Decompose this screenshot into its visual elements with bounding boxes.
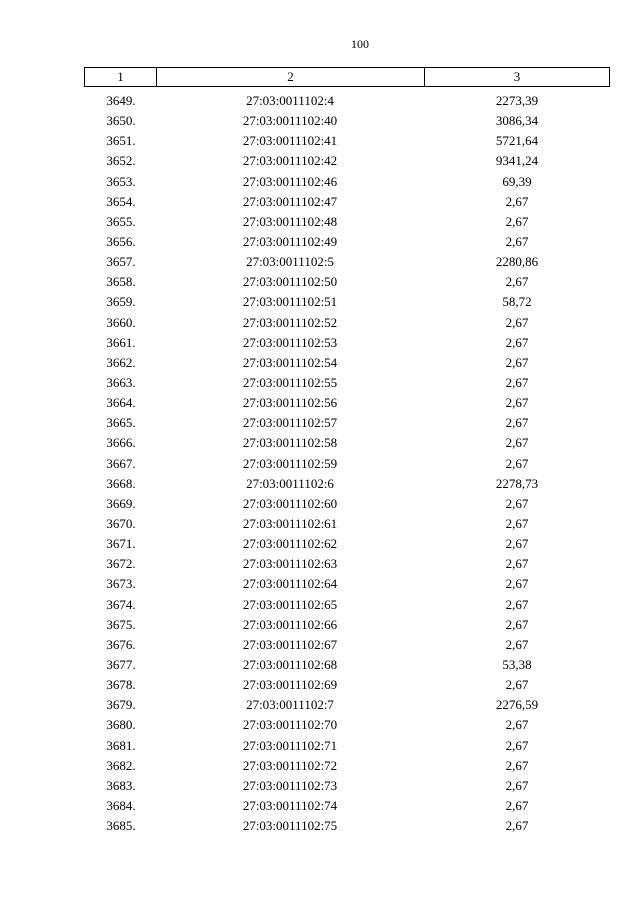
table-row	[84, 474, 610, 494]
row-number: 3658.	[106, 274, 136, 290]
cadastral-number: 27:03:0011102:50	[242, 274, 338, 290]
cadastral-number: 27:03:0011102:61	[242, 516, 338, 532]
table-row	[84, 151, 610, 171]
row-value: 2,67	[505, 677, 529, 693]
row-value: 2273,39	[495, 93, 539, 109]
row-number: 3680.	[106, 717, 136, 733]
table-row	[84, 554, 610, 574]
row-value: 2,67	[505, 334, 529, 350]
cadastral-number: 27:03:0011102:72	[242, 757, 338, 773]
table-row	[84, 715, 610, 735]
table-header	[84, 67, 610, 87]
table-row	[84, 514, 610, 534]
row-number: 3681.	[106, 737, 136, 753]
table-row	[84, 756, 610, 776]
table-row	[84, 655, 610, 675]
row-number: 3668.	[106, 475, 136, 491]
cadastral-number: 27:03:0011102:52	[242, 314, 338, 330]
row-value: 2,67	[505, 435, 529, 451]
row-value: 2,67	[505, 495, 529, 511]
page-number: 100	[351, 37, 369, 51]
row-number: 3673.	[106, 576, 136, 592]
cadastral-number: 27:03:0011102:69	[242, 677, 338, 693]
row-value: 2,67	[505, 636, 529, 652]
table-row	[84, 413, 610, 433]
cadastral-number: 27:03:0011102:75	[242, 818, 338, 834]
table-row	[84, 333, 610, 353]
row-number: 3669.	[106, 495, 136, 511]
row-number: 3660.	[106, 314, 136, 330]
row-number: 3685.	[106, 818, 136, 834]
table-row	[84, 695, 610, 715]
row-value: 2,67	[505, 193, 529, 209]
row-number: 3659.	[106, 294, 136, 310]
cadastral-number: 27:03:0011102:65	[242, 596, 338, 612]
row-value: 2,67	[505, 395, 529, 411]
row-value: 2,67	[505, 234, 529, 250]
cadastral-number: 27:03:0011102:40	[242, 113, 338, 129]
table-row	[84, 675, 610, 695]
row-number: 3684.	[106, 797, 136, 813]
row-number: 3677.	[106, 657, 136, 672]
cadastral-number: 27:03:0011102:70	[242, 717, 338, 733]
row-number: 3654.	[106, 193, 136, 209]
table-row	[84, 494, 610, 514]
cadastral-number: 27:03:0011102:74	[242, 797, 338, 813]
cadastral-number: 27:03:0011102:58	[242, 435, 338, 451]
row-number: 3676.	[106, 636, 136, 652]
table-row	[84, 111, 610, 131]
row-value: 58,72	[502, 294, 532, 310]
cadastral-number: 27:03:0011102:56	[242, 395, 338, 411]
row-value: 2,67	[505, 797, 529, 813]
row-value: 2,67	[505, 717, 529, 733]
row-number: 3661.	[106, 334, 136, 350]
row-value: 2278,73	[495, 475, 539, 491]
row-value: 2,67	[505, 777, 529, 793]
table-row	[84, 736, 610, 756]
row-number: 3682.	[106, 757, 136, 773]
table-row	[84, 313, 610, 333]
row-value: 53,38	[502, 657, 532, 672]
cadastral-number: 27:03:0011102:46	[242, 173, 338, 189]
row-value: 2,67	[505, 576, 529, 592]
table-row	[84, 292, 610, 312]
table-body	[84, 91, 610, 836]
row-value: 2,67	[505, 757, 529, 773]
table-row	[84, 635, 610, 655]
row-value: 2,67	[505, 375, 529, 391]
cadastral-number: 27:03:0011102:48	[242, 213, 338, 229]
table-row	[84, 272, 610, 292]
table-row	[84, 615, 610, 635]
row-value: 2,67	[505, 616, 529, 632]
cadastral-number: 27:03:0011102:64	[242, 576, 338, 592]
table-row	[84, 252, 610, 272]
table-row	[84, 91, 610, 111]
cadastral-number: 27:03:0011102:53	[242, 334, 338, 350]
row-value: 3086,34	[495, 113, 539, 129]
column-header-2: 2	[157, 68, 425, 86]
table-row	[84, 796, 610, 816]
table-row	[84, 816, 610, 836]
row-value: 2,67	[505, 213, 529, 229]
cadastral-number: 27:03:0011102:49	[242, 234, 338, 250]
cadastral-number: 27:03:0011102:42	[242, 153, 338, 169]
row-number: 3678.	[106, 677, 136, 693]
row-number: 3665.	[106, 415, 136, 431]
row-value: 9341,24	[495, 153, 539, 169]
row-value: 2276,59	[495, 697, 539, 713]
cadastral-number: 27:03:0011102:67	[242, 636, 338, 652]
table-row	[84, 574, 610, 594]
table-row	[84, 353, 610, 373]
cadastral-number: 27:03:0011102:73	[242, 777, 338, 793]
table-row	[84, 192, 610, 212]
table-row	[84, 433, 610, 453]
row-value: 2,67	[505, 274, 529, 290]
cadastral-number: 27:03:0011102:54	[242, 354, 338, 370]
cadastral-number: 27:03:0011102:59	[242, 455, 338, 471]
row-value: 2,67	[505, 516, 529, 532]
cadastral-number: 27:03:0011102:62	[242, 536, 338, 552]
cadastral-number: 27:03:0011102:5	[246, 254, 334, 270]
row-number: 3652.	[106, 153, 136, 169]
cadastral-number: 27:03:0011102:41	[242, 133, 338, 149]
cadastral-number: 27:03:0011102:60	[242, 495, 338, 511]
cadastral-number: 27:03:0011102:63	[242, 556, 338, 572]
row-value: 69,39	[502, 173, 532, 189]
cadastral-number: 27:03:0011102:7	[246, 697, 334, 713]
row-value: 2,67	[505, 737, 529, 753]
table-row	[84, 534, 610, 554]
row-value: 5721,64	[495, 133, 539, 149]
row-number: 3671.	[106, 536, 136, 552]
cadastral-number: 27:03:0011102:66	[242, 616, 338, 632]
row-number: 3663.	[106, 375, 136, 391]
cadastral-number: 27:03:0011102:51	[242, 294, 338, 310]
cadastral-number: 27:03:0011102:55	[242, 375, 338, 391]
table-row	[84, 393, 610, 413]
table-row	[84, 232, 610, 252]
row-value: 2,67	[505, 818, 529, 834]
cadastral-number: 27:03:0011102:57	[242, 415, 338, 431]
row-number: 3657.	[106, 254, 136, 270]
row-number: 3653.	[106, 173, 136, 189]
table-row	[84, 373, 610, 393]
row-number: 3674.	[106, 596, 136, 612]
row-value: 2,67	[505, 596, 529, 612]
table-row	[84, 454, 610, 474]
row-value: 2,67	[505, 556, 529, 572]
table-row	[84, 212, 610, 232]
row-value: 2,67	[505, 536, 529, 552]
row-number: 3656.	[106, 234, 136, 250]
table-row	[84, 776, 610, 796]
row-number: 3666.	[106, 435, 136, 451]
row-value: 2,67	[505, 415, 529, 431]
row-number: 3655.	[106, 213, 136, 229]
row-value: 2,67	[505, 314, 529, 330]
table-row	[84, 172, 610, 192]
row-number: 3667.	[106, 455, 136, 471]
row-number: 3662.	[106, 354, 136, 370]
row-number: 3670.	[106, 516, 136, 532]
table-row	[84, 131, 610, 151]
cadastral-number: 27:03:0011102:68	[242, 657, 338, 672]
row-number: 3649.	[106, 93, 136, 109]
row-number: 3651.	[106, 133, 136, 149]
cadastral-number: 27:03:0011102:71	[242, 737, 338, 753]
row-number: 3679.	[106, 697, 136, 713]
cadastral-number: 27:03:0011102:4	[246, 93, 334, 109]
cadastral-number: 27:03:0011102:47	[242, 193, 338, 209]
column-header-3: 3	[513, 69, 521, 84]
row-value: 2280,86	[495, 254, 539, 270]
row-number: 3664.	[106, 395, 136, 411]
row-number: 3675.	[106, 616, 136, 632]
cadastral-number: 27:03:0011102:6	[246, 475, 334, 491]
column-header-1: 1	[85, 68, 157, 86]
row-number: 3650.	[106, 113, 136, 129]
table-row	[84, 595, 610, 615]
row-value: 2,67	[505, 455, 529, 471]
row-number: 3683.	[106, 777, 136, 793]
row-number: 3672.	[106, 556, 136, 572]
row-value: 2,67	[505, 354, 529, 370]
